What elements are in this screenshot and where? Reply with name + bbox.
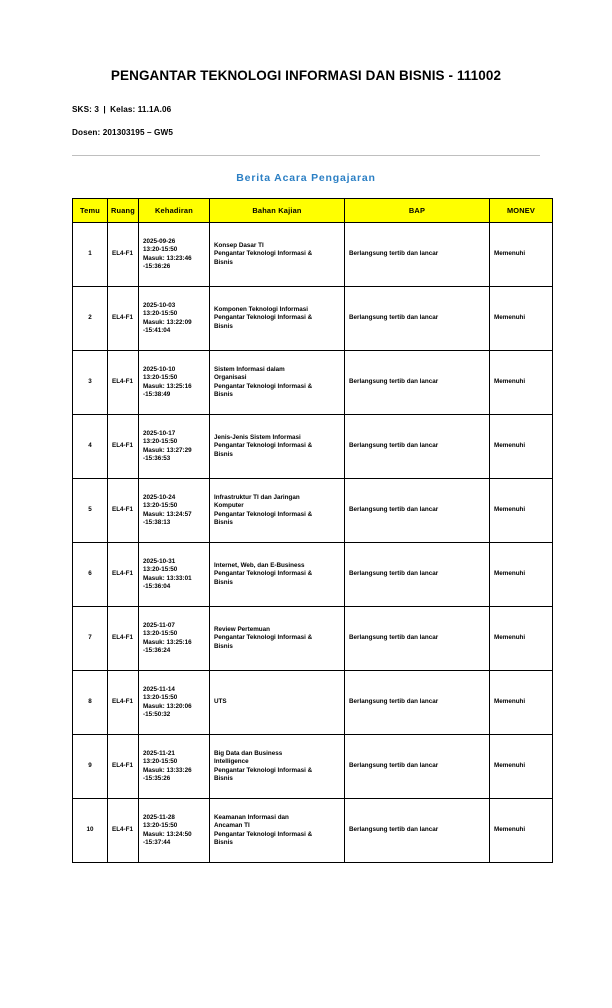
cell-kehadiran [139, 479, 210, 543]
cell-bahan-kajian [210, 287, 345, 351]
cell-ruang: EL4-F1 [108, 351, 139, 415]
table-row [73, 287, 553, 351]
kehadiran-line: 2025-09-26 [143, 237, 176, 245]
cell-bap: Berlangsung tertib dan lancar [345, 607, 490, 671]
cell-monev: Memenuhi [490, 543, 553, 607]
table-row [73, 799, 553, 863]
table-header [73, 199, 553, 223]
column-header-temu: Temu [73, 199, 108, 223]
kehadiran-line: -15:37:44 [143, 839, 171, 846]
table-row [73, 415, 553, 479]
table-row [73, 223, 553, 287]
kehadiran-line: 2025-10-10 [143, 365, 176, 373]
kehadiran-line: 2025-10-24 [143, 493, 176, 501]
cell-bap: Berlangsung tertib dan lancar [345, 287, 490, 351]
kehadiran-line: 13:20-15:50 [143, 374, 178, 381]
cell-temu: 7 [73, 607, 108, 671]
cell-temu: 6 [73, 543, 108, 607]
cell-bap: Berlangsung tertib dan lancar [345, 671, 490, 735]
cell-monev: Memenuhi [490, 735, 553, 799]
bahan-kajian-line: Bisnis [214, 322, 233, 330]
kehadiran-line: -15:36:53 [143, 455, 171, 462]
column-header-bap: BAP [345, 199, 490, 223]
cell-temu: 9 [73, 735, 108, 799]
bahan-kajian-line: Pengantar Teknologi Informasi & [214, 510, 313, 518]
kehadiran-line: Masuk: 13:22:09 [143, 318, 192, 326]
cell-ruang: EL4-F1 [108, 287, 139, 351]
table-row [73, 479, 553, 543]
cell-temu: 4 [73, 415, 108, 479]
kehadiran-line: -15:36:24 [143, 647, 171, 654]
kehadiran-line: 2025-11-28 [143, 813, 175, 821]
cell-ruang: EL4-F1 [108, 799, 139, 863]
kehadiran-line: 13:20-15:50 [143, 566, 178, 573]
bahan-kajian-line: Pengantar Teknologi Informasi & [214, 830, 313, 838]
cell-monev: Memenuhi [490, 607, 553, 671]
cell-bahan-kajian [210, 799, 345, 863]
divider [72, 155, 540, 156]
bahan-kajian-line: Keamanan Informasi dan [214, 813, 289, 821]
kehadiran-line: -15:35:26 [143, 775, 171, 782]
kehadiran-line: 13:20-15:50 [143, 630, 178, 637]
bahan-kajian-line: Konsep Dasar TI [214, 241, 264, 249]
kehadiran-line: 2025-10-17 [143, 429, 176, 437]
cell-bap: Berlangsung tertib dan lancar [345, 543, 490, 607]
cell-ruang: EL4-F1 [108, 607, 139, 671]
kehadiran-line: -15:36:26 [143, 263, 171, 270]
sks-label: SKS [72, 105, 90, 114]
kehadiran-line: -15:50:32 [143, 711, 171, 718]
cell-bahan-kajian [210, 607, 345, 671]
kehadiran-line: 2025-10-03 [143, 301, 176, 309]
sks-value: 3 [94, 105, 99, 114]
bahan-kajian-line: Bisnis [214, 258, 233, 266]
kehadiran-line: Masuk: 13:24:57 [143, 510, 192, 518]
dosen-value: 201303195 – GW5 [102, 128, 173, 137]
bahan-kajian-line: Sistem Informasi dalam [214, 365, 285, 373]
meta-sks-kelas: SKS: 3 | Kelas: 11.1A.06 [72, 105, 172, 114]
bahan-kajian-line: Big Data dan Business [214, 749, 283, 757]
kehadiran-line: 13:20-15:50 [143, 310, 178, 317]
kehadiran-line: Masuk: 13:25:16 [143, 638, 192, 646]
cell-bap: Berlangsung tertib dan lancar [345, 799, 490, 863]
meta-separator: | [103, 105, 106, 114]
bahan-kajian-line: Komponen Teknologi Informasi [214, 305, 308, 313]
cell-bahan-kajian [210, 671, 345, 735]
cell-temu: 1 [73, 223, 108, 287]
bahan-kajian-line: Organisasi [214, 374, 247, 381]
cell-kehadiran [139, 543, 210, 607]
cell-monev: Memenuhi [490, 351, 553, 415]
kehadiran-line: 13:20-15:50 [143, 694, 178, 701]
kehadiran-line: Masuk: 13:23:46 [143, 254, 192, 262]
bahan-kajian-line: Jenis-Jenis Sistem Informasi [214, 433, 301, 441]
cell-ruang: EL4-F1 [108, 671, 139, 735]
cell-bap: Berlangsung tertib dan lancar [345, 351, 490, 415]
cell-kehadiran [139, 415, 210, 479]
cell-bahan-kajian [210, 223, 345, 287]
table-header-row [73, 199, 553, 223]
cell-kehadiran [139, 799, 210, 863]
kehadiran-line: Masuk: 13:33:01 [143, 574, 192, 582]
bahan-kajian-line: Bisnis [214, 391, 233, 398]
cell-bahan-kajian [210, 415, 345, 479]
section-title: Berita Acara Pengajaran [236, 172, 376, 184]
kehadiran-line: Masuk: 13:27:29 [143, 446, 192, 454]
kehadiran-line: Masuk: 13:33:26 [143, 766, 192, 774]
cell-monev: Memenuhi [490, 415, 553, 479]
bahan-kajian-line: Internet, Web, dan E-Business [214, 561, 305, 569]
cell-temu: 10 [73, 799, 108, 863]
cell-bahan-kajian [210, 479, 345, 543]
bahan-kajian-line: Pengantar Teknologi Informasi & [214, 634, 313, 642]
dosen-label: Dosen [72, 128, 98, 137]
cell-bahan-kajian [210, 543, 345, 607]
table-row [73, 351, 553, 415]
cell-monev: Memenuhi [490, 287, 553, 351]
cell-kehadiran [139, 671, 210, 735]
bahan-kajian-line: Pengantar Teknologi Informasi & [214, 250, 313, 258]
cell-ruang: EL4-F1 [108, 415, 139, 479]
table-row [73, 735, 553, 799]
kehadiran-line: 2025-11-14 [143, 685, 175, 693]
table-row [73, 543, 553, 607]
bahan-kajian-line: Bisnis [214, 775, 233, 782]
cell-bap: Berlangsung tertib dan lancar [345, 735, 490, 799]
kehadiran-line: -15:38:13 [143, 519, 171, 526]
cell-kehadiran [139, 735, 210, 799]
cell-temu: 3 [73, 351, 108, 415]
cell-ruang: EL4-F1 [108, 223, 139, 287]
cell-bap: Berlangsung tertib dan lancar [345, 223, 490, 287]
meta-dosen: Dosen: 201303195 – GW5 [72, 128, 173, 137]
cell-bap: Berlangsung tertib dan lancar [345, 479, 490, 543]
bahan-kajian-line: Bisnis [214, 578, 233, 586]
kehadiran-line: 13:20-15:50 [143, 758, 178, 765]
bahan-kajian-line: Pengantar Teknologi Informasi & [214, 382, 313, 390]
bahan-kajian-line: Bisnis [214, 839, 233, 846]
berita-acara-table [72, 198, 553, 863]
cell-bahan-kajian [210, 351, 345, 415]
bahan-kajian-line: Intelligence [214, 758, 249, 765]
table-row [73, 607, 553, 671]
cell-monev: Memenuhi [490, 799, 553, 863]
kehadiran-line: Masuk: 13:20:06 [143, 702, 192, 710]
bahan-kajian-line: Bisnis [214, 642, 233, 650]
bahan-kajian-line: Pengantar Teknologi Informasi & [214, 570, 313, 578]
column-header-bahan-kajian: Bahan Kajian [210, 199, 345, 223]
bahan-kajian-line: Pengantar Teknologi Informasi & [214, 442, 313, 450]
cell-kehadiran [139, 351, 210, 415]
bahan-kajian-line: UTS [214, 698, 227, 706]
cell-kehadiran [139, 607, 210, 671]
bahan-kajian-line: Ancaman TI [214, 822, 250, 829]
bahan-kajian-line: Bisnis [214, 450, 233, 458]
cell-temu: 8 [73, 671, 108, 735]
column-header-kehadiran: Kehadiran [139, 199, 210, 223]
kehadiran-line: 13:20-15:50 [143, 822, 178, 829]
cell-monev: Memenuhi [490, 671, 553, 735]
kehadiran-line: Masuk: 13:24:50 [143, 830, 192, 838]
cell-bap: Berlangsung tertib dan lancar [345, 415, 490, 479]
cell-kehadiran [139, 223, 210, 287]
cell-ruang: EL4-F1 [108, 735, 139, 799]
kehadiran-line: 2025-11-21 [143, 749, 175, 757]
cell-ruang: EL4-F1 [108, 479, 139, 543]
page-title: PENGANTAR TEKNOLOGI INFORMASI DAN BISNIS - 111002 [110, 68, 502, 83]
table-row [73, 671, 553, 735]
kelas-value: 11.1A.06 [137, 105, 172, 114]
bahan-kajian-line: Pengantar Teknologi Informasi & [214, 314, 313, 322]
bahan-kajian-line: Infrastruktur TI dan Jaringan [214, 493, 300, 501]
kehadiran-line: -15:36:04 [143, 583, 171, 590]
kehadiran-line: 2025-11-07 [143, 621, 175, 629]
kehadiran-line: 2025-10-31 [143, 557, 176, 565]
cell-temu: 2 [73, 287, 108, 351]
cell-monev: Memenuhi [490, 223, 553, 287]
kehadiran-line: -15:38:49 [143, 391, 171, 398]
cell-kehadiran [139, 287, 210, 351]
kehadiran-line: 13:20-15:50 [143, 438, 178, 445]
cell-monev: Memenuhi [490, 479, 553, 543]
column-header-ruang: Ruang [108, 199, 139, 223]
bahan-kajian-line: Komputer [214, 502, 244, 509]
kehadiran-line: -15:41:04 [143, 327, 171, 334]
table-body [73, 223, 553, 863]
bahan-kajian-line: Pengantar Teknologi Informasi & [214, 766, 313, 774]
column-header-monev: MONEV [490, 199, 553, 223]
bahan-kajian-line: Bisnis [214, 519, 233, 526]
cell-bahan-kajian [210, 735, 345, 799]
kehadiran-line: 13:20-15:50 [143, 502, 178, 509]
bahan-kajian-line: Review Pertemuan [214, 625, 270, 633]
cell-temu: 5 [73, 479, 108, 543]
cell-ruang: EL4-F1 [108, 543, 139, 607]
kehadiran-line: 13:20-15:50 [143, 246, 178, 253]
kehadiran-line: Masuk: 13:25:16 [143, 382, 192, 390]
kelas-label: Kelas [110, 105, 133, 114]
